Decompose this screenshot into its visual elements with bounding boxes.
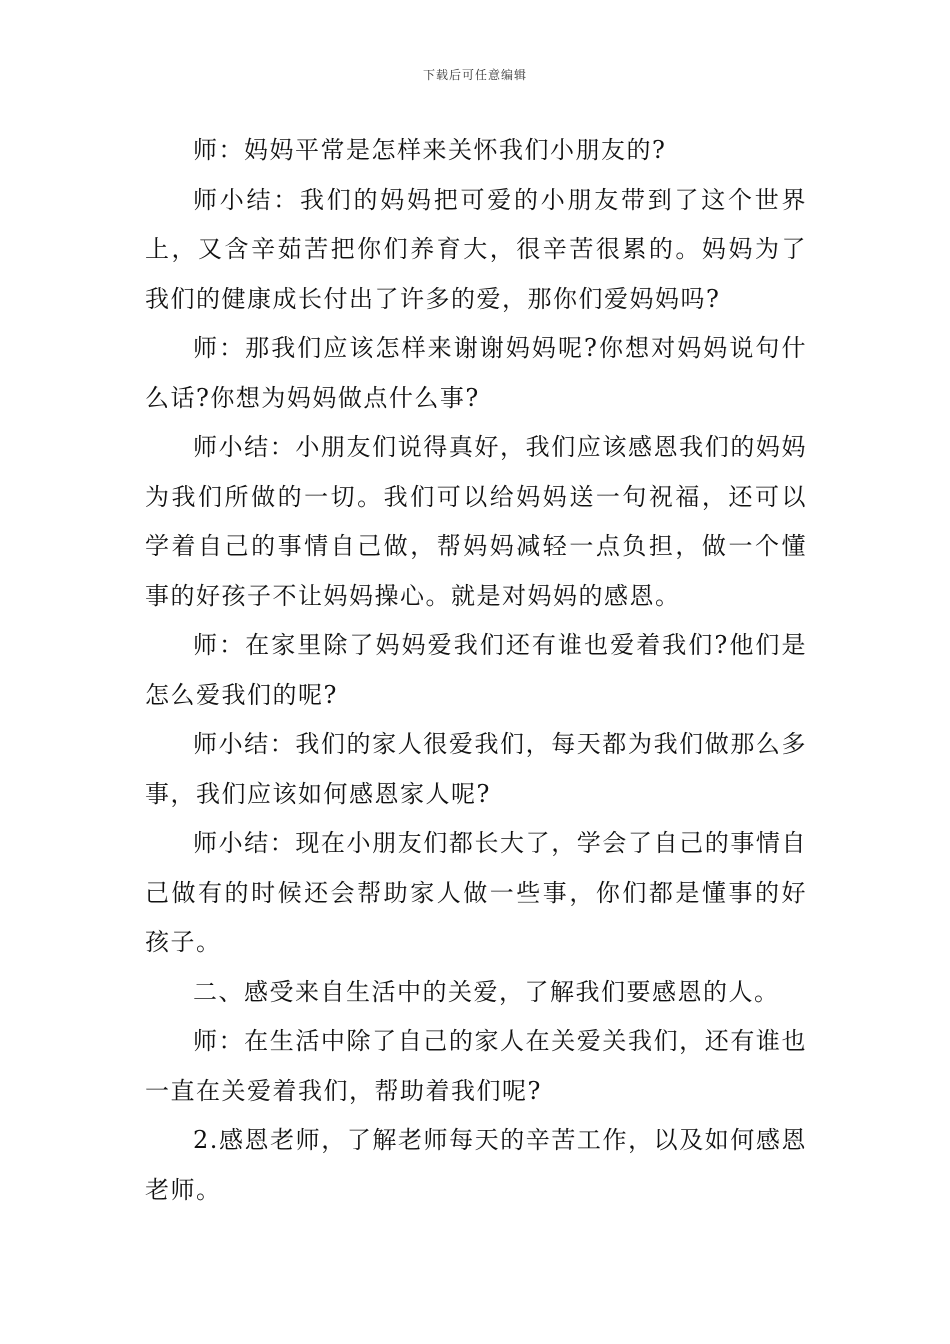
- paragraph: 师小结：现在小朋友们都长大了，学会了自己的事情自己做有的时候还会帮助家人做一些事，你们都是懂事的好孩子。: [145, 829, 807, 956]
- paragraph: 师：在生活中除了自己的家人在关爱关我们，还有谁也一直在关爱着我们，帮助着我们呢?: [145, 1027, 807, 1105]
- list-item: 2.感恩老师，了解老师每天的辛苦工作，以及如何感恩老师。: [145, 1126, 807, 1204]
- paragraph: 师小结：小朋友们说得真好，我们应该感恩我们的妈妈为我们所做的一切。我们可以给妈妈送一句祝福，还可以学着自己的事情自己做，帮妈妈减轻一点负担，做一个懂事的好孩子不让妈妈操心。就是对妈妈的感恩。: [145, 433, 807, 610]
- paragraph: 师小结：我们的家人很爱我们，每天都为我们做那么多事，我们应该如何感恩家人呢?: [145, 730, 807, 808]
- section-heading: 二、感受来自生活中的关爱，了解我们要感恩的人。: [193, 977, 780, 1006]
- paragraph: 师：在家里除了妈妈爱我们还有谁也爱着我们?他们是怎么爱我们的呢?: [145, 631, 807, 709]
- page-header: 下载后可任意编辑: [422, 68, 527, 82]
- paragraph: 师：那我们应该怎样来谢谢妈妈呢?你想对妈妈说句什么话?你想为妈妈做点什么事?: [145, 334, 807, 412]
- document-body: [145, 126, 807, 1215]
- paragraph: 师小结：我们的妈妈把可爱的小朋友带到了这个世界上，又含辛茹苦把你们养育大，很辛苦很累的。妈妈为了我们的健康成长付出了许多的爱，那你们爱妈妈吗?: [145, 185, 807, 313]
- paragraph: 师：妈妈平常是怎样来关怀我们小朋友的?: [193, 136, 667, 164]
